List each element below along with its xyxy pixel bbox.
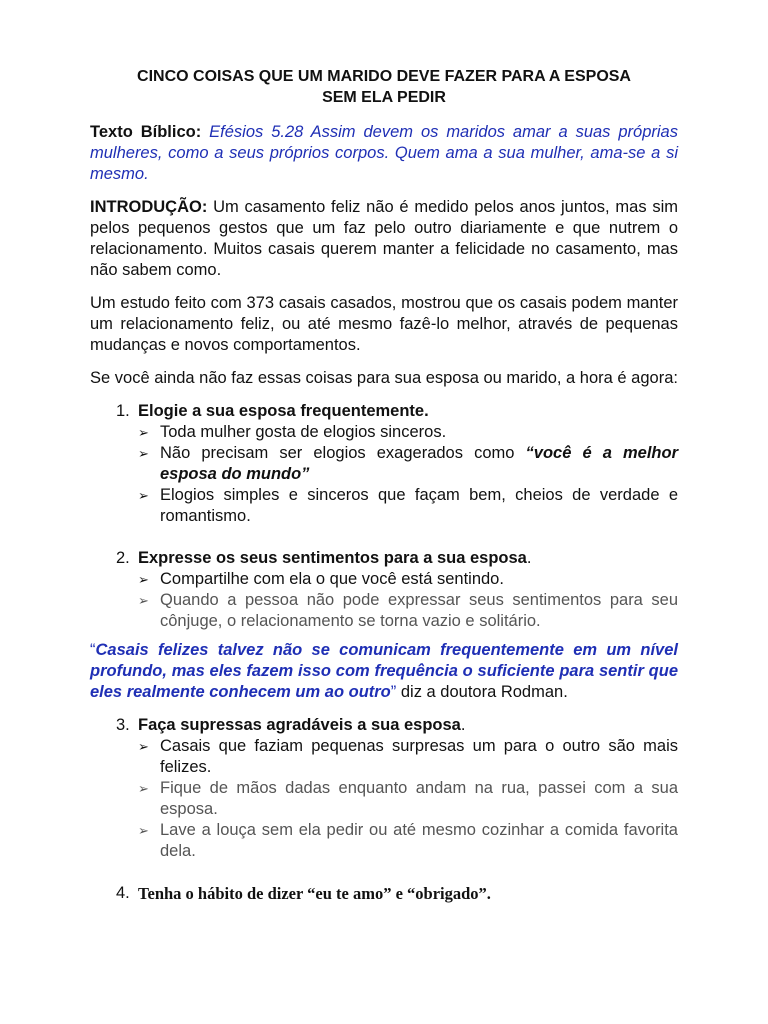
sub-list-item: ➢ Compartilhe com ela o que você está sentindo. (138, 570, 504, 588)
bible-label: Texto Bíblico: (90, 123, 202, 141)
item-number: 4. (116, 884, 130, 902)
arrow-bullet-icon: ➢ (138, 739, 149, 754)
item-number: 3. (116, 716, 130, 734)
bible-text-paragraph (90, 122, 678, 185)
sub-list-item: ➢ Lave a louça sem ela pedir ou até mesmo cozinhar a comida favorita dela. (138, 821, 678, 860)
item-heading: Faça supressas agradáveis a sua esposa (138, 716, 461, 734)
arrow-bullet-icon: ➢ (138, 823, 149, 838)
sub-list-item: ➢ Fique de mãos dadas enquanto andam na rua, passei com a sua esposa. (138, 779, 678, 818)
list-item-3: 3. Faça supressas agradáveis a sua esposa. ➢ Casais que faziam pequenas surpresas um para o outro são mais felizes. ➢ Fique de mãos dadas enquanto andam na rua, passei com a sua esposa. ➢ Lave a louça sem ela pedir ou até mesmo cozinhar a comida favorita dela. (116, 716, 678, 860)
document-title (90, 66, 678, 108)
arrow-bullet-icon: ➢ (138, 593, 149, 608)
item-heading: Expresse os seus sentimentos para a sua esposa (138, 549, 527, 567)
sub-list-item: ➢ Casais que faziam pequenas surpresas um para o outro são mais felizes. (138, 737, 678, 776)
bible-verse: Efésios 5.28 Assim devem os maridos amar a suas próprias mulheres, como a seus próprios corpos. Quem ama a sua mulher, ama-se a si mesmo. (90, 123, 678, 183)
sub-list (138, 736, 678, 862)
emphasized-quote: “você é a melhor esposa do mundo” (160, 444, 678, 483)
spacer (90, 527, 678, 548)
arrow-bullet-icon: ➢ (138, 572, 149, 587)
main-list (90, 401, 678, 632)
intro-paragraph (90, 197, 678, 281)
list-item-1 (90, 401, 678, 527)
intro-label: INTRODUÇÃO: (90, 198, 208, 216)
title-line-2: SEM ELA PEDIR (322, 89, 446, 106)
quote-close-mark: ” (390, 683, 397, 701)
intro-text: Um casamento feliz não é medido pelos anos juntos, mas sim pelos pequenos gestos que um faz pelo outro diariamente e que nutrem o relacionamento. Muitos casais querem manter a felicidade no casamento, mas não sabem como. (90, 198, 678, 279)
arrow-bullet-icon: ➢ (138, 446, 149, 461)
rodman-quote-paragraph (90, 640, 678, 703)
sub-list-item: ➢ Elogios simples e sinceros que façam bem, cheios de verdade e romantismo. (138, 486, 678, 525)
arrow-bullet-icon: ➢ (138, 488, 149, 503)
sub-list-item: ➢ Quando a pessoa não pode expressar seus sentimentos para seu cônjuge, o relacionamento se torna vazio e solitário. (138, 591, 678, 630)
study-paragraph: Um estudo feito com 373 casais casados, mostrou que os casais podem manter um relacionamento feliz, ou até mesmo fazê-lo melhor, através de pequenas mudanças e novos comportamentos. (90, 294, 678, 354)
quote-text: Casais felizes talvez não se comunicam frequentemente em um nível profundo, mas eles fazem isso com frequência o suficiente para sentir que eles realmente conhecem um ao outro (90, 641, 678, 701)
sub-list-item: ➢ Toda mulher gosta de elogios sinceros. (138, 423, 447, 441)
list-item-4 (90, 883, 678, 905)
list-item-2: 2. Expresse os seus sentimentos para a sua esposa. ➢ Compartilhe com ela o que você está sentindo. ➢ Quando a pessoa não pode expressar seus sentimentos para seu cônjuge, o relacionamento se torna vazio e solitário. (116, 549, 678, 630)
sub-list-item: ➢ Não precisam ser elogios exagerados como “você é a melhor esposa do mundo” (138, 444, 678, 483)
item-heading: Tenha o hábito de dizer “eu te amo” e “obrigado”. (138, 884, 491, 903)
item-heading: Elogie a sua esposa frequentemente. (138, 402, 429, 420)
title-line-1: CINCO COISAS QUE UM MARIDO DEVE FAZER PARA A ESPOSA (137, 68, 631, 85)
sub-list (138, 569, 678, 632)
spacer (90, 862, 678, 883)
call-to-action-paragraph: Se você ainda não faz essas coisas para sua esposa ou marido, a hora é agora: (90, 369, 678, 387)
item-number: 1. (116, 402, 130, 420)
quote-open-mark: “ (90, 641, 96, 659)
main-list-continued (90, 715, 678, 905)
item-number: 2. (116, 549, 130, 567)
arrow-bullet-icon: ➢ (138, 781, 149, 796)
sub-list (138, 422, 678, 527)
arrow-bullet-icon: ➢ (138, 425, 149, 440)
quote-attribution: diz a doutora Rodman. (396, 683, 568, 701)
